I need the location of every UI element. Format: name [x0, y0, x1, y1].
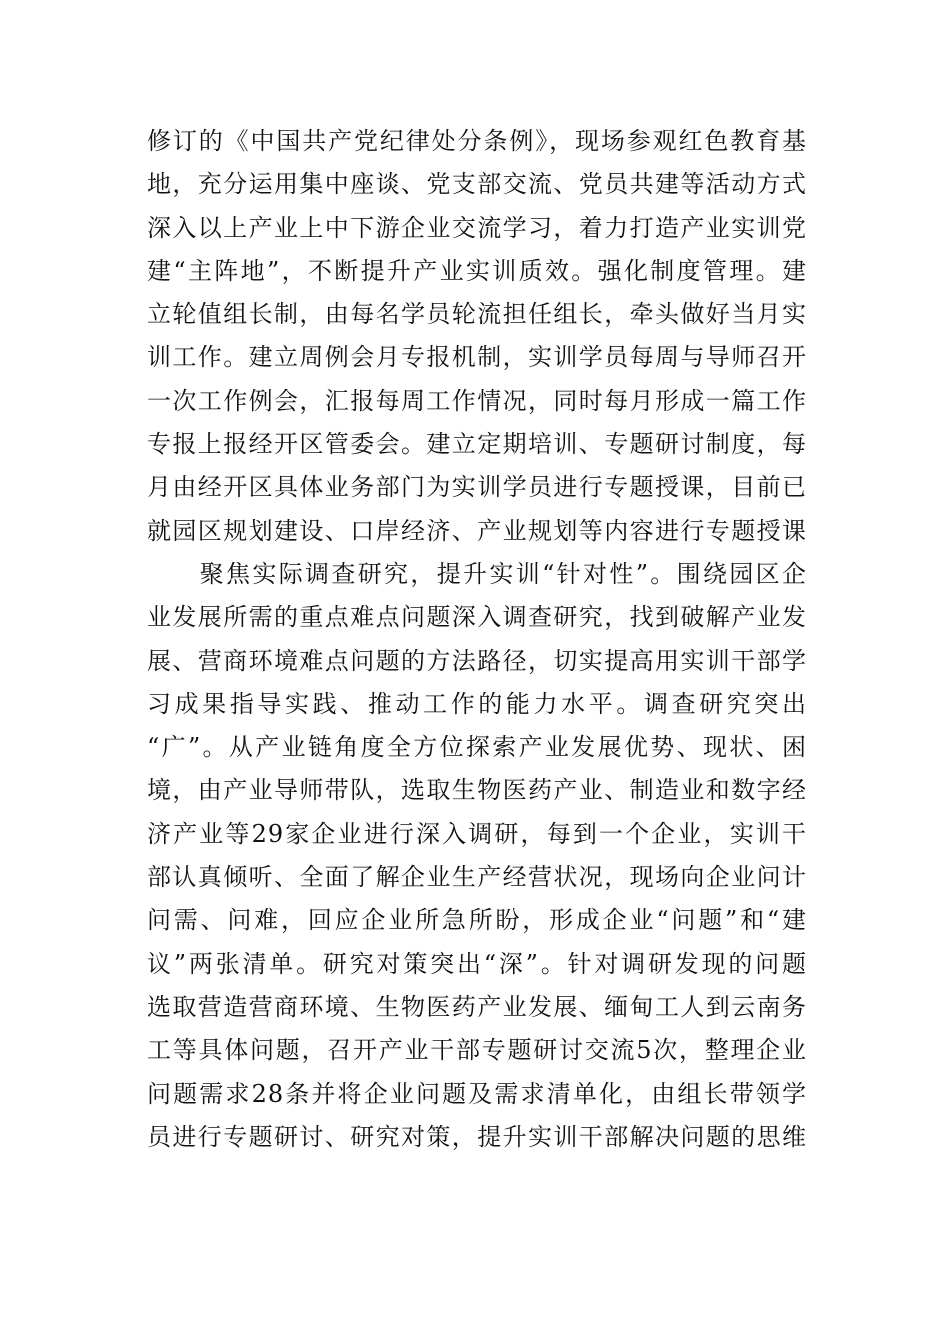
- text-line: 问需、问难，回应企业所急所盼，形成企业“问题”和“建: [147, 906, 807, 935]
- text-line: 员进行专题研讨、研究对策，提升实训干部解决问题的思维: [147, 1122, 807, 1151]
- text-line: 地，充分运用集中座谈、党支部交流、党员共建等活动方式: [147, 170, 807, 199]
- text-line: 修订的《中国共产党纪律处分条例》，现场参观红色教育基: [147, 127, 807, 155]
- text-line: 选取营造营商环境、生物医药产业发展、缅甸工人到云南务: [147, 992, 807, 1021]
- text-line: 展、营商环境难点问题的方法路径，切实提高用实训干部学: [147, 646, 807, 675]
- text-line: 议”两张清单。研究对策突出“深”。针对调研发现的问题: [147, 949, 807, 978]
- text-line: 训工作。建立周例会月专报机制，实训学员每周与导师召开: [147, 343, 807, 372]
- text-line: 工等具体问题，召开产业干部专题研讨交流5次，整理企业: [147, 1036, 807, 1065]
- text-line: 立轮值组长制，由每名学员轮流担任组长，牵头做好当月实: [147, 300, 807, 329]
- body-text: [147, 120, 807, 1159]
- text-line: 问题需求28条并将企业问题及需求清单化，由组长带领学: [147, 1079, 807, 1108]
- text-line: 业发展所需的重点难点问题深入调查研究，找到破解产业发: [147, 603, 807, 632]
- text-line: 月由经开区具体业务部门为实训学员进行专题授课，目前已: [147, 473, 807, 502]
- text-line: 深入以上产业上中下游企业交流学习，着力打造产业实训党: [147, 213, 807, 242]
- text-line: 习成果指导实践、推动工作的能力水平。调查研究突出: [147, 689, 807, 718]
- text-line: 就园区规划建设、口岸经济、产业规划等内容进行专题授课: [147, 516, 807, 545]
- text-line: 济产业等29家企业进行深入调研，每到一个企业，实训干: [147, 819, 807, 848]
- paragraph-start-line: 聚焦实际调查研究，提升实训“针对性”。围绕园区企: [147, 559, 807, 588]
- text-line: 建“主阵地”，不断提升产业实训质效。强化制度管理。建: [147, 256, 807, 285]
- text-line: 境，由产业导师带队，选取生物医药产业、制造业和数字经: [147, 776, 807, 805]
- text-line: 一次工作例会，汇报每周工作情况，同时每月形成一篇工作: [147, 386, 807, 415]
- text-line: 专报上报经开区管委会。建立定期培训、专题研讨制度，每: [147, 430, 807, 459]
- text-line: “广”。从产业链角度全方位探索产业发展优势、现状、困: [147, 733, 807, 762]
- text-line: 部认真倾听、全面了解企业生产经营状况，现场向企业问计: [147, 863, 807, 892]
